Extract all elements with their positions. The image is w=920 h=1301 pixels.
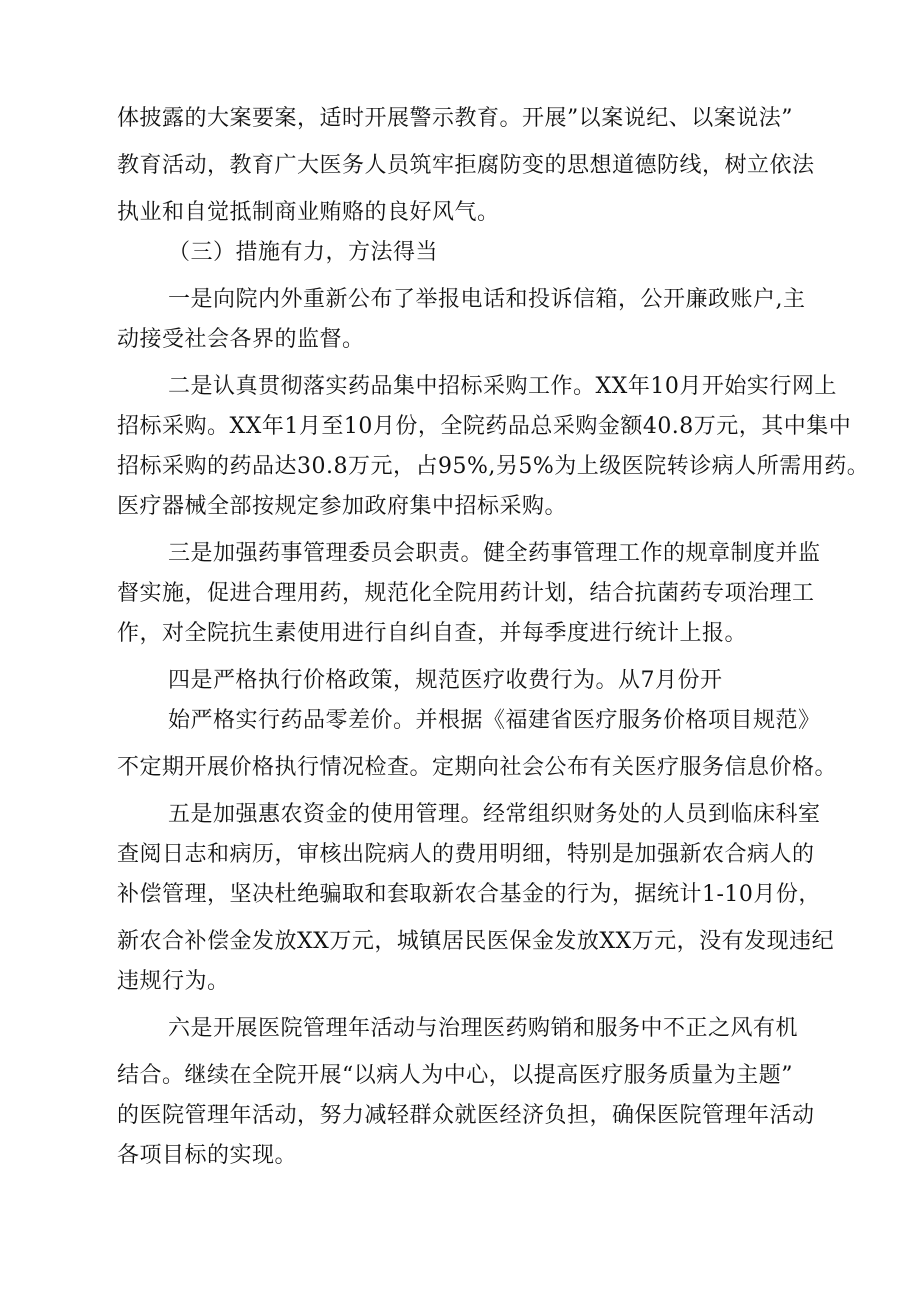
paragraph-line-5: 一是向院内外重新公布了举报电话和投诉信箱，公开廉政账户,主: [168, 287, 806, 312]
paragraph-line-18: 查阅日志和病历，审核出院病人的费用明细，特别是加强新农合病人的: [117, 842, 815, 867]
paragraph-line-1: 体披露的大案要案，适时开展警示教育。开展”以案说纪、以案说法”: [117, 106, 793, 131]
paragraph-line-20: 新农合补偿金发放XX万元，城镇居民医保金发放XX万元，没有发现违纪: [117, 929, 835, 954]
paragraph-line-10: 医疗器械全部按规定参加政府集中招标采购。: [117, 494, 568, 519]
paragraph-line-7: 二是认真贯彻落实药品集中招标采购工作。XX年10月开始实行网上: [168, 374, 837, 399]
paragraph-line-3: 执业和自觉抵制商业贿赂的良好风气。: [117, 200, 500, 225]
paragraph-line-24: 的医院管理年活动，努力减轻群众就医经济负担，确保医院管理年活动: [117, 1103, 815, 1128]
paragraph-line-11: 三是加强药事管理委员会职责。健全药事管理工作的规章制度并监: [168, 541, 821, 566]
paragraph-line-8: 招标采购。XX年1月至10月份，全院药品总采购金额40.8万元，其中集中: [117, 414, 852, 439]
paragraph-line-21: 违规行为。: [117, 969, 230, 994]
paragraph-line-22: 六是开展医院管理年活动与治理医药购销和服务中不正之风有机: [168, 1016, 799, 1041]
paragraph-line-15: 始严格实行药品零差价。并根据《福建省医疗服务价格项目规范》: [168, 708, 821, 733]
paragraph-line-14: 四是严格执行价格政策，规范医疗收费行为。从7月份开: [168, 668, 723, 693]
paragraph-line-25: 各项目标的实现。: [117, 1143, 298, 1168]
paragraph-line-2: 教育活动，教育广大医务人员筑牢拒腐防变的思想道德防线，树立依法: [117, 153, 815, 178]
paragraph-line-19: 补偿管理，坚决杜绝骗取和套取新农合基金的行为，据统计1-10月份，: [117, 882, 821, 907]
paragraph-line-6: 动接受社会各界的监督。: [117, 327, 365, 352]
paragraph-line-16: 不定期开展价格执行情况检查。定期向社会公布有关医疗服务信息价格。: [117, 755, 838, 780]
paragraph-line-9: 招标采购的药品达30.8万元，占95%,另5%为上级医院转诊病人所需用药。: [117, 454, 870, 479]
paragraph-line-13: 作，对全院抗生素使用进行自纠自查，并每季度进行统计上报。: [117, 621, 748, 646]
paragraph-line-12: 督实施，促进合理用药，规范化全院用药计划，结合抗菌药专项治理工: [117, 581, 815, 606]
paragraph-line-17: 五是加强惠农资金的使用管理。经常组织财务处的人员到临床科室: [168, 802, 821, 827]
section-heading: （三）措施有力，方法得当: [168, 240, 439, 265]
paragraph-line-23: 结合。继续在全院开展“以病人为中心，以提高医疗服务质量为主题”: [117, 1063, 793, 1088]
